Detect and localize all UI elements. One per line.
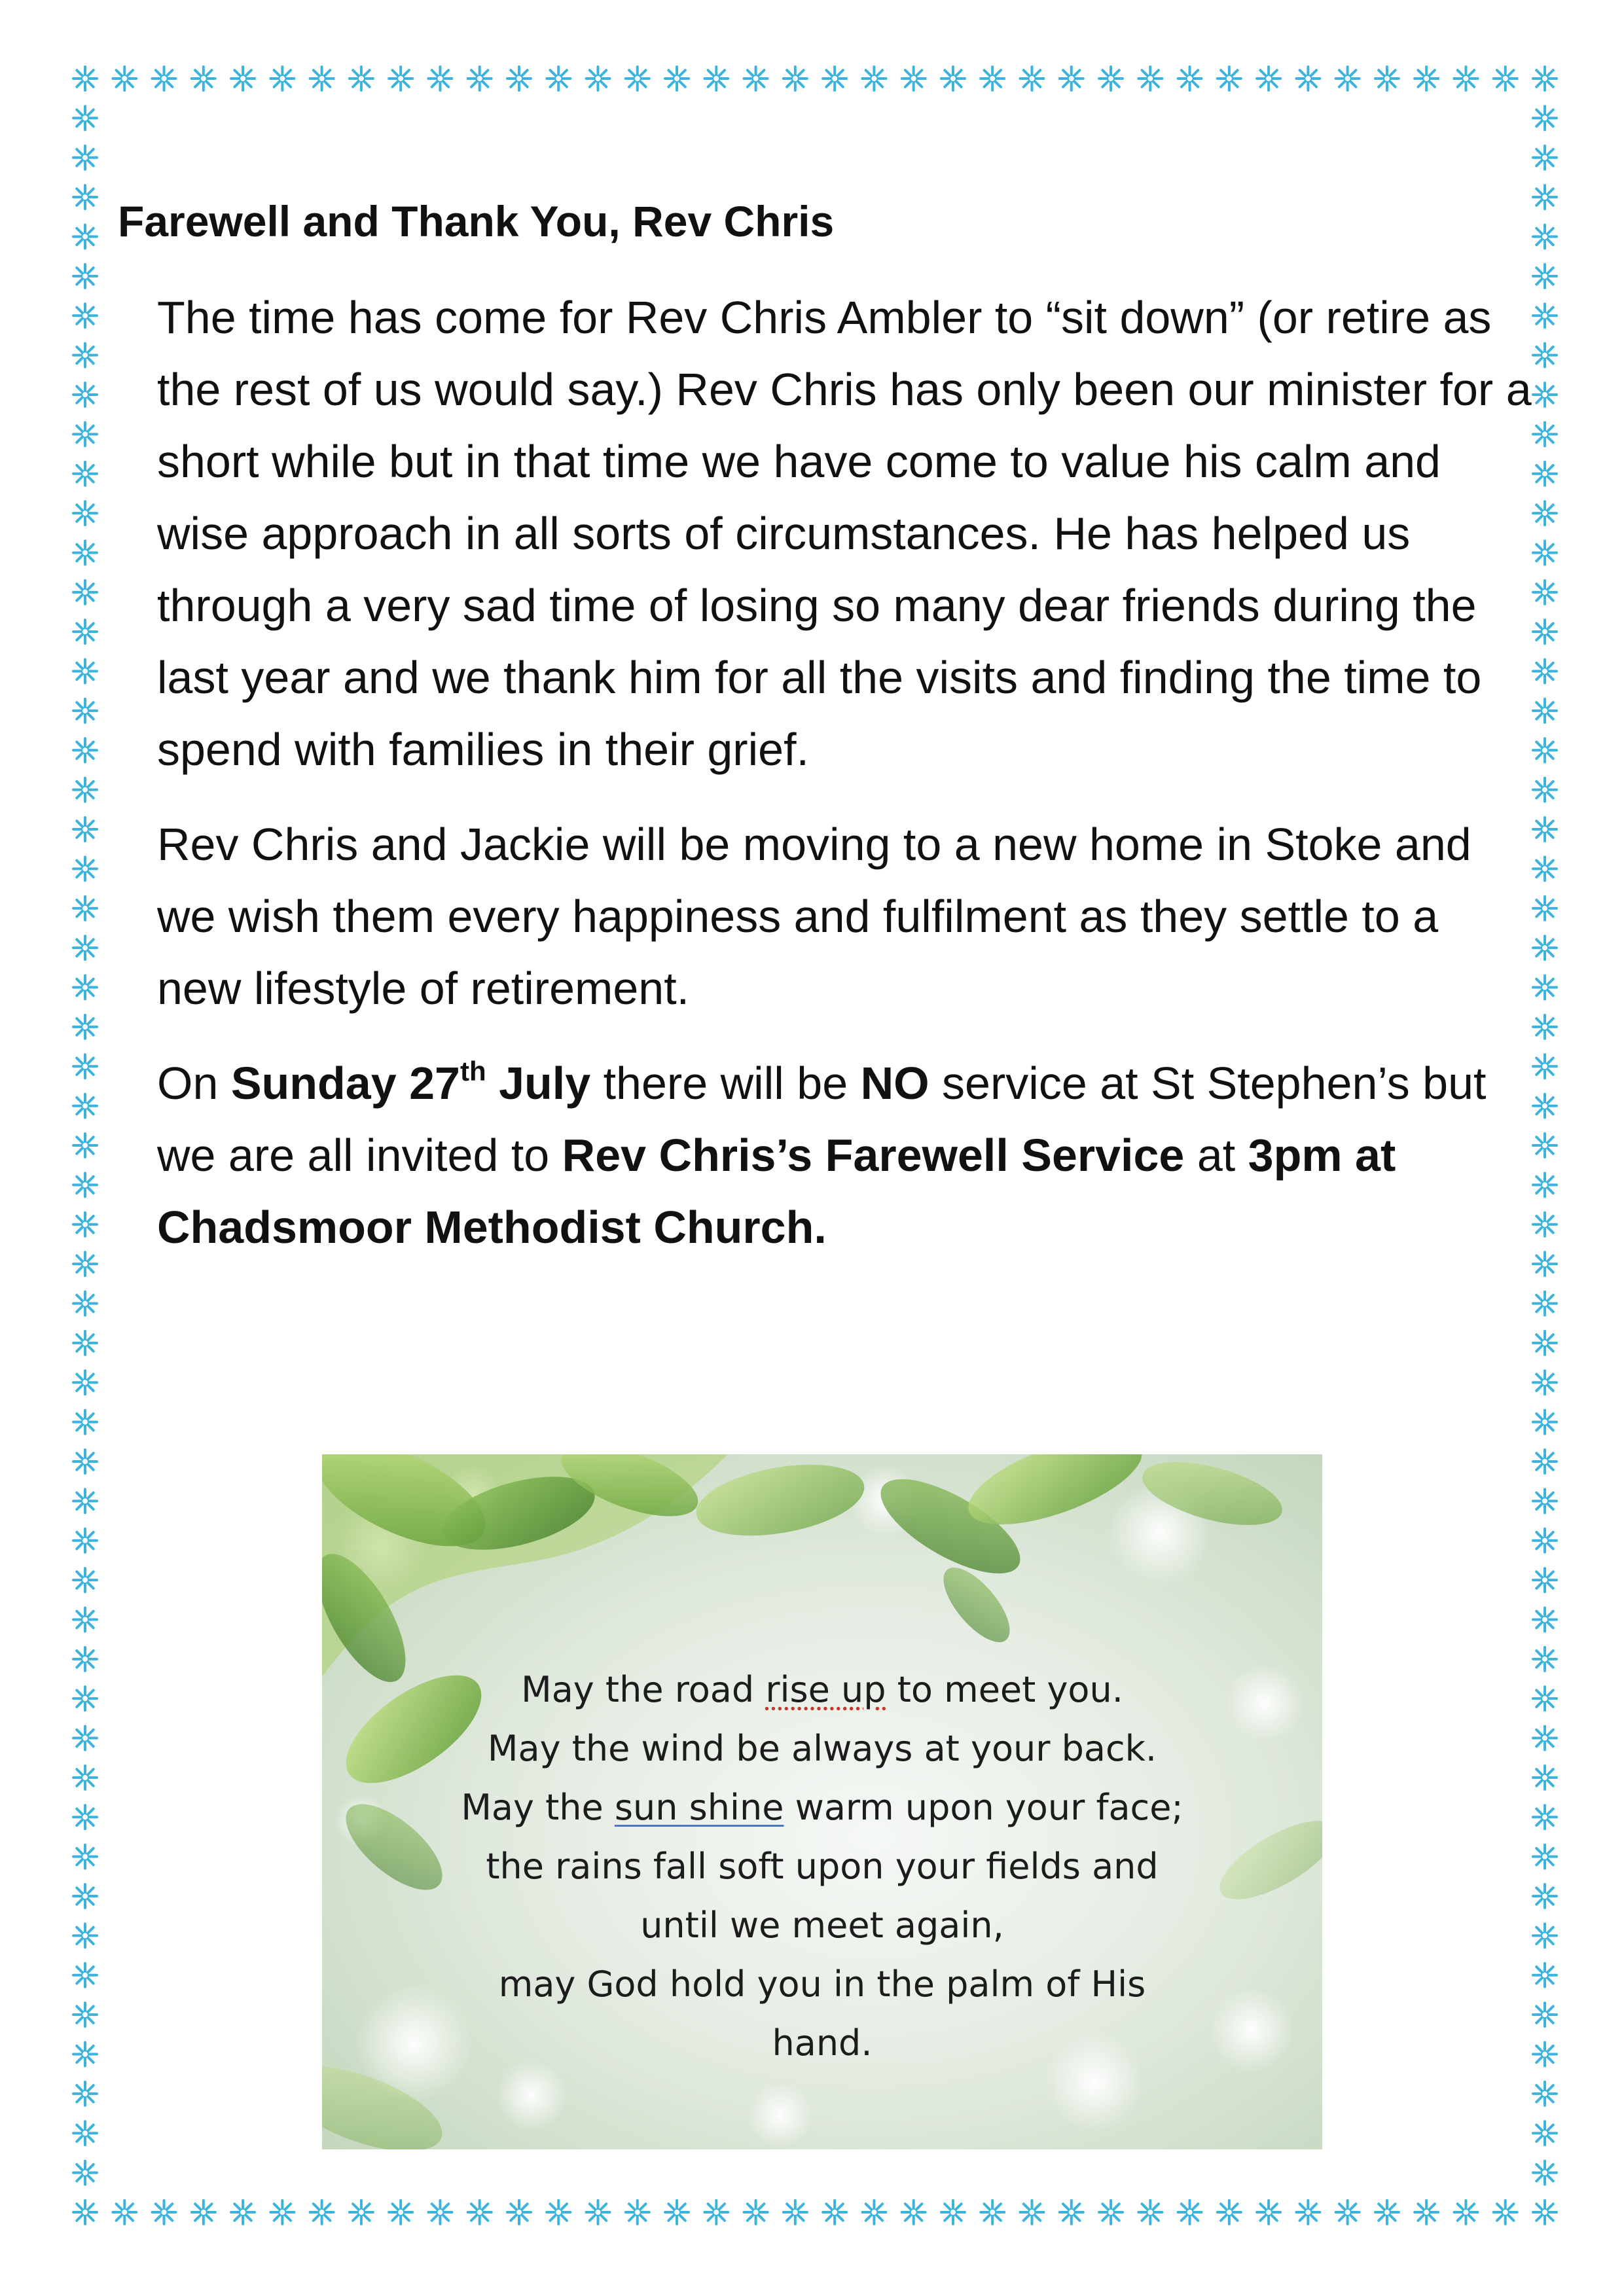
asterisk-icon <box>1533 383 1557 406</box>
asterisk-icon <box>1533 1015 1557 1039</box>
notice-text <box>1343 1130 1355 1181</box>
asterisk-icon <box>1533 1607 1557 1631</box>
service-time: 3pm <box>1248 1130 1343 1181</box>
asterisk-icon <box>73 2003 97 2026</box>
asterisk-icon <box>704 2200 728 2224</box>
asterisk-icon <box>1099 67 1123 90</box>
asterisk-icon <box>1533 1489 1557 1513</box>
asterisk-icon <box>1533 1094 1557 1118</box>
asterisk-icon <box>73 2082 97 2106</box>
asterisk-icon <box>1533 976 1557 999</box>
asterisk-icon <box>1533 1529 1557 1552</box>
asterisk-icon <box>73 778 97 802</box>
blessing-line-7: hand. <box>772 2022 873 2064</box>
asterisk-icon <box>1533 67 1557 90</box>
asterisk-icon <box>468 67 492 90</box>
asterisk-icon <box>113 2200 136 2224</box>
asterisk-icon <box>1533 344 1557 367</box>
asterisk-icon <box>1178 2200 1202 2224</box>
notice-text: On <box>157 1058 231 1109</box>
service-date-day: Sunday 27 <box>230 1058 460 1109</box>
article-body <box>157 281 1532 1286</box>
asterisk-icon <box>1533 620 1557 643</box>
asterisk-icon <box>1533 1884 1557 1908</box>
asterisk-icon <box>981 2200 1004 2224</box>
asterisk-icon <box>73 462 97 486</box>
asterisk-icon <box>1533 1173 1557 1196</box>
blessing-line-3-end: warm upon your face; <box>784 1787 1183 1828</box>
asterisk-icon <box>1533 897 1557 920</box>
asterisk-icon <box>73 383 97 406</box>
asterisk-icon <box>1296 2200 1320 2224</box>
blessing-line-1-end: to meet you. <box>886 1669 1123 1710</box>
asterisk-icon <box>1533 185 1557 209</box>
asterisk-icon <box>1494 67 1517 90</box>
asterisk-icon <box>73 304 97 327</box>
asterisk-icon <box>1533 541 1557 564</box>
asterisk-icon <box>73 1094 97 1118</box>
asterisk-icon <box>1533 224 1557 248</box>
asterisk-icon <box>1533 1371 1557 1394</box>
asterisk-icon <box>1454 67 1477 90</box>
asterisk-icon <box>73 1568 97 1592</box>
asterisk-icon <box>1533 936 1557 960</box>
asterisk-icon <box>73 146 97 170</box>
asterisk-icon <box>113 67 136 90</box>
asterisk-icon <box>1257 67 1280 90</box>
asterisk-icon <box>1533 1845 1557 1869</box>
blessing-line-4: the rains fall soft upon your fields and <box>486 1846 1159 1887</box>
asterisk-icon <box>981 67 1004 90</box>
asterisk-icon <box>73 1845 97 1869</box>
asterisk-icon <box>744 67 768 90</box>
asterisk-icon <box>1415 2200 1438 2224</box>
paragraph-moving: Rev Chris and Jackie will be moving to a new home in Stoke and we wish them every happiness and fulfilment as they settle to a new lifestyle of retirement. <box>157 819 1471 1014</box>
notice-text: service at St Stephen’s but we are all invited to <box>157 1058 1487 1181</box>
asterisk-icon <box>73 1687 97 1710</box>
asterisk-icon <box>1533 1450 1557 1473</box>
asterisk-icon <box>1533 2161 1557 2185</box>
asterisk-icon <box>1060 2200 1083 2224</box>
asterisk-icon <box>1375 67 1399 90</box>
asterisk-icon <box>73 1173 97 1196</box>
asterisk-icon <box>73 2200 97 2224</box>
asterisk-icon <box>547 67 570 90</box>
asterisk-icon <box>468 2200 492 2224</box>
asterisk-icon <box>1533 1213 1557 1236</box>
asterisk-icon <box>1533 1252 1557 1276</box>
asterisk-icon <box>1533 1964 1557 1987</box>
asterisk-icon <box>1178 67 1202 90</box>
asterisk-icon <box>73 620 97 643</box>
asterisk-icon <box>586 2200 610 2224</box>
asterisk-icon <box>1218 67 1241 90</box>
asterisk-icon <box>350 67 373 90</box>
asterisk-icon <box>862 2200 886 2224</box>
asterisk-icon <box>192 67 215 90</box>
asterisk-icon <box>73 897 97 920</box>
asterisk-icon <box>73 185 97 209</box>
asterisk-icon <box>389 67 412 90</box>
asterisk-icon <box>428 2200 452 2224</box>
asterisk-icon <box>1218 2200 1241 2224</box>
asterisk-icon <box>73 699 97 723</box>
asterisk-icon <box>941 67 965 90</box>
asterisk-icon <box>547 2200 570 2224</box>
asterisk-icon <box>192 2200 215 2224</box>
asterisk-icon <box>784 67 807 90</box>
asterisk-icon <box>73 501 97 525</box>
asterisk-icon <box>73 2043 97 2066</box>
asterisk-icon <box>73 1805 97 1829</box>
asterisk-icon <box>1533 2082 1557 2106</box>
asterisk-icon <box>1020 67 1043 90</box>
asterisk-icon <box>73 344 97 367</box>
asterisk-icon <box>73 817 97 841</box>
asterisk-icon <box>1533 2043 1557 2066</box>
asterisk-icon <box>73 1450 97 1473</box>
asterisk-icon <box>73 264 97 288</box>
asterisk-icon <box>1533 857 1557 880</box>
asterisk-icon <box>73 1489 97 1513</box>
blessing-sun-shine: sun shine <box>614 1787 784 1828</box>
service-venue: at Chadsmoor Methodist Church. <box>157 1130 1396 1253</box>
asterisk-icon <box>310 67 334 90</box>
asterisk-icon <box>1138 2200 1162 2224</box>
asterisk-icon <box>1533 264 1557 288</box>
asterisk-icon <box>1533 2121 1557 2145</box>
blessing-line-1-start: May the road <box>521 1669 766 1710</box>
asterisk-icon <box>73 1647 97 1671</box>
blessing-line-1 <box>322 1660 1322 1719</box>
asterisk-icon <box>1533 2003 1557 2026</box>
asterisk-icon <box>73 1727 97 1750</box>
asterisk-icon <box>73 106 97 130</box>
blessing-line-2: May the wind be always at your back. <box>487 1728 1157 1769</box>
asterisk-icon <box>1533 1805 1557 1829</box>
asterisk-icon <box>73 541 97 564</box>
asterisk-icon <box>626 2200 649 2224</box>
asterisk-icon <box>73 1252 97 1276</box>
asterisk-icon <box>1415 67 1438 90</box>
asterisk-icon <box>744 2200 768 2224</box>
asterisk-icon <box>941 2200 965 2224</box>
asterisk-icon <box>73 936 97 960</box>
asterisk-icon <box>1533 304 1557 327</box>
blessing-rise-up: rise up <box>765 1669 886 1710</box>
asterisk-icon <box>428 67 452 90</box>
asterisk-icon <box>73 67 97 90</box>
asterisk-icon <box>73 224 97 248</box>
blessing-line-3 <box>322 1778 1322 1837</box>
asterisk-icon <box>1533 1687 1557 1710</box>
asterisk-icon <box>1533 1568 1557 1592</box>
asterisk-icon <box>784 2200 807 2224</box>
asterisk-icon <box>1060 67 1083 90</box>
asterisk-icon <box>1336 2200 1360 2224</box>
blessing-text <box>322 1660 1322 2073</box>
asterisk-icon <box>73 581 97 604</box>
asterisk-icon <box>73 1054 97 1078</box>
asterisk-icon <box>1533 778 1557 802</box>
paragraph-farewell: The time has come for Rev Chris Ambler to “sit down” (or retire as the rest of us would say.) Rev Chris has only been our minister for a short while but in that time we have come to value his calm and wise approach in all sorts of circumstances. He has helped us through a very sad time of losing so many dear friends during the last year and we thank him for all the visits and finding the time to spend with families in their grief. <box>157 292 1532 775</box>
asterisk-icon <box>73 1766 97 1789</box>
asterisk-icon <box>1336 67 1360 90</box>
asterisk-icon <box>1533 1054 1557 1078</box>
asterisk-icon <box>270 2200 294 2224</box>
asterisk-icon <box>153 67 176 90</box>
asterisk-icon <box>1533 1134 1557 1157</box>
asterisk-icon <box>1533 462 1557 486</box>
asterisk-icon <box>1533 699 1557 723</box>
asterisk-icon <box>231 67 255 90</box>
asterisk-icon <box>1099 2200 1123 2224</box>
asterisk-icon <box>1533 1410 1557 1434</box>
blessing-line-6: may God hold you in the palm of His <box>498 1964 1146 2005</box>
asterisk-icon <box>1533 581 1557 604</box>
asterisk-icon <box>73 857 97 880</box>
asterisk-icon <box>73 976 97 999</box>
asterisk-icon <box>73 660 97 683</box>
asterisk-icon <box>270 67 294 90</box>
paragraph-service-notice <box>157 1047 1532 1263</box>
asterisk-icon <box>73 2121 97 2145</box>
asterisk-icon <box>1454 2200 1477 2224</box>
asterisk-icon <box>1020 2200 1043 2224</box>
asterisk-icon <box>1533 1924 1557 1947</box>
asterisk-icon <box>626 67 649 90</box>
asterisk-icon <box>823 67 846 90</box>
asterisk-icon <box>73 1371 97 1394</box>
asterisk-icon <box>310 2200 334 2224</box>
farewell-service-name: Rev Chris’s Farewell Service <box>562 1130 1185 1181</box>
asterisk-icon <box>1494 2200 1517 2224</box>
asterisk-icon <box>350 2200 373 2224</box>
service-date <box>231 1058 590 1109</box>
asterisk-icon <box>1533 2200 1557 2224</box>
blessing-line-5: until we meet again, <box>640 1905 1004 1946</box>
asterisk-icon <box>665 2200 689 2224</box>
service-date-month: July <box>486 1058 591 1109</box>
blessing-image <box>322 1454 1322 2149</box>
asterisk-icon <box>1533 1331 1557 1355</box>
asterisk-icon <box>73 1331 97 1355</box>
asterisk-icon <box>665 67 689 90</box>
asterisk-icon <box>1533 1766 1557 1789</box>
asterisk-icon <box>823 2200 846 2224</box>
asterisk-icon <box>231 2200 255 2224</box>
asterisk-icon <box>73 1291 97 1315</box>
asterisk-icon <box>507 2200 531 2224</box>
asterisk-icon <box>73 1924 97 1947</box>
blessing-line-3-start: May the <box>461 1787 615 1828</box>
asterisk-icon <box>73 1134 97 1157</box>
asterisk-icon <box>1138 67 1162 90</box>
asterisk-icon <box>73 1964 97 1987</box>
service-date-suffix: th <box>460 1056 486 1086</box>
asterisk-icon <box>73 1607 97 1631</box>
asterisk-icon <box>73 1015 97 1039</box>
asterisk-icon <box>1533 1291 1557 1315</box>
asterisk-icon <box>1533 1647 1557 1671</box>
asterisk-icon <box>507 67 531 90</box>
asterisk-icon <box>704 67 728 90</box>
asterisk-icon <box>1533 501 1557 525</box>
asterisk-icon <box>73 1213 97 1236</box>
article-title: Farewell and Thank You, Rev Chris <box>118 197 835 245</box>
asterisk-icon <box>586 67 610 90</box>
no-service-emphasis: NO <box>860 1058 929 1109</box>
asterisk-icon <box>73 738 97 762</box>
notice-text: at <box>1184 1130 1248 1181</box>
asterisk-icon <box>902 2200 926 2224</box>
asterisk-icon <box>1533 738 1557 762</box>
asterisk-icon <box>1257 2200 1280 2224</box>
asterisk-icon <box>73 1884 97 1908</box>
asterisk-icon <box>73 2161 97 2185</box>
asterisk-icon <box>1296 67 1320 90</box>
asterisk-icon <box>1533 106 1557 130</box>
asterisk-icon <box>73 1410 97 1434</box>
asterisk-icon <box>1533 817 1557 841</box>
asterisk-icon <box>1533 146 1557 170</box>
asterisk-icon <box>1533 422 1557 446</box>
asterisk-icon <box>862 67 886 90</box>
asterisk-icon <box>902 67 926 90</box>
notice-text: there will be <box>590 1058 861 1109</box>
asterisk-icon <box>153 2200 176 2224</box>
asterisk-icon <box>73 422 97 446</box>
asterisk-icon <box>389 2200 412 2224</box>
asterisk-icon <box>1533 660 1557 683</box>
asterisk-icon <box>1533 1727 1557 1750</box>
asterisk-icon <box>73 1529 97 1552</box>
asterisk-icon <box>1375 2200 1399 2224</box>
